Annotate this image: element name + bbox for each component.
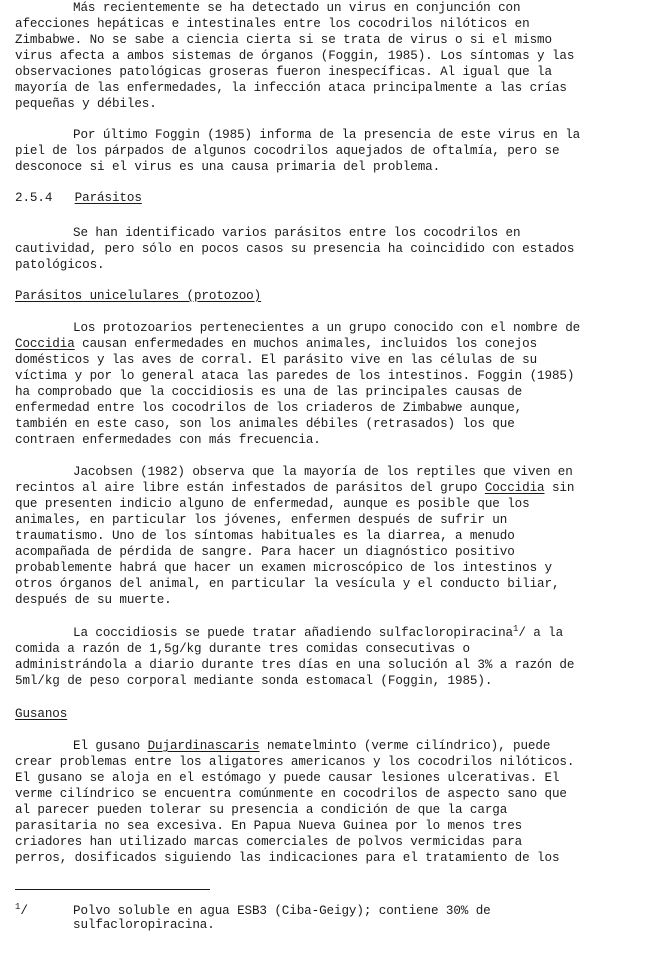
para7-line-2: crear problemas entre los aligatores americanos y los cocodrilos nilóticos. xyxy=(15,755,575,769)
para6-line-3: administrándola a diario durante tres días en una solución al 3% a razón de xyxy=(15,658,575,672)
para4-line-2 xyxy=(15,336,537,352)
para6-line-2: comida a razón de 1,5g/kg durante tres comidas consecutivas o xyxy=(15,642,470,656)
term-dujardinascaris: Dujardinascaris xyxy=(147,739,260,753)
subheading-gusanos: Gusanos xyxy=(15,707,68,721)
footnote-marker-number: 1 xyxy=(15,902,21,912)
para2-line-3: desconoce si el virus es una causa primaria del problema. xyxy=(15,160,441,174)
para4-line-2-rest: causan enfermedades en muchos animales, incluidos los conejos xyxy=(74,337,538,351)
term-coccidia-2: Coccidia xyxy=(484,481,545,495)
para7-line-1-pre: El gusano xyxy=(73,739,148,753)
para6-line-1-pre: La coccidiosis se puede tratar añadiendo sulfacloropiracina xyxy=(73,626,513,640)
para5-line-1: Jacobsen (1982) observa que la mayoría de los reptiles que viven en xyxy=(73,465,573,479)
para7-line-4: verme cilíndrico se encuentra comúnmente en cocodrilos de aspecto sano que xyxy=(15,787,567,801)
term-coccidia: Coccidia xyxy=(15,337,75,351)
para1-line-5: observaciones patológicas groseras fueron inespecíficas. Al igual que la xyxy=(15,65,552,79)
para5-line-9: después de su muerte. xyxy=(15,593,172,607)
footnote-marker-slash: / xyxy=(20,904,28,918)
para4-line-3: domésticos y las aves de corral. El parásito vive en las células de su xyxy=(15,353,538,367)
para5-line-3: que presenten indicio alguno de enfermedad, aunque es posible que los xyxy=(15,497,530,511)
para3-line-3: patológicos. xyxy=(15,258,105,272)
para5-line-6: acompañada de pérdida de sangre. Para hacer un diagnóstico positivo xyxy=(15,545,515,559)
footnote-ref: 1 xyxy=(513,624,519,634)
para1-line-6: mayoría de las enfermedades, la infección ataca principalmente a las crías xyxy=(15,81,567,95)
para2-line-2: piel de los párpados de algunos cocodrilos aquejados de oftalmía, pero se xyxy=(15,144,560,158)
para7-line-6: parasitaria no sea excesiva. En Papua Nueva Guinea por lo menos tres xyxy=(15,819,523,833)
section-number: 2.5.4 xyxy=(15,191,53,205)
para4-line-7: también en este caso, son los animales débiles (retrasados) los que xyxy=(15,417,515,431)
para6-line-1-post: / a la xyxy=(518,626,564,640)
para3-line-2: cautividad, pero sólo en pocos casos su presencia ha coincidido con estados xyxy=(15,242,575,256)
para5-line-4: animales, en particular los jóvenes, enfermen después de sufrir un xyxy=(15,513,508,527)
para7-line-1 xyxy=(73,738,550,754)
para6-line-1 xyxy=(73,625,563,642)
para4-line-1: Los protozoarios pertenecientes a un grupo conocido con el nombre de xyxy=(73,321,581,335)
section-title: Parásitos xyxy=(74,191,142,205)
footnote-line-1: Polvo soluble en agua ESB3 (Ciba-Geigy); contiene 30% de xyxy=(73,904,491,918)
para6-line-4: 5ml/kg de peso corporal mediante sonda estomacal (Foggin, 1985). xyxy=(15,674,493,688)
para4-line-8: contraen enfermedades con más frecuencia. xyxy=(15,433,321,447)
para5-line-2 xyxy=(15,480,574,496)
para5-line-5: traumatismo. Uno de los síntomas habituales es la diarrea, a menudo xyxy=(15,529,515,543)
para7-line-1-post: nematelminto (verme cilíndrico), puede xyxy=(259,739,551,753)
para7-line-8: perros, dosificados siguiendo las indicaciones para el tratamiento de los xyxy=(15,851,560,865)
para5-line-2-pre: recintos al aire libre están infestados de parásitos del grupo xyxy=(15,481,485,495)
para1-line-3: Zimbabwe. No se sabe a ciencia cierta si se trata de virus o si el mismo xyxy=(15,33,552,47)
footnote-line-2: sulfacloropiracina. xyxy=(73,918,215,932)
para1-line-7: pequeñas y débiles. xyxy=(15,97,157,111)
para1-line-2: afecciones hepáticas e intestinales entre los cocodrilos nilóticos en xyxy=(15,17,530,31)
subheading-protozoo: Parásitos unicelulares (protozoo) xyxy=(15,289,262,303)
para4-line-5: ha comprobado que la coccidiosis es una de las principales causas de xyxy=(15,385,523,399)
para2-line-1: Por último Foggin (1985) informa de la presencia de este virus en la xyxy=(73,128,581,142)
para5-line-8: otros órganos del animal, en particular la vesícula y el conducto biliar, xyxy=(15,577,560,591)
para1-line-4: virus afecta a ambos sistemas de órganos (Foggin, 1985). Los síntomas y las xyxy=(15,49,575,63)
para7-line-3: El gusano se aloja en el estómago y puede causar lesiones ulcerativas. El xyxy=(15,771,560,785)
footnote-divider xyxy=(15,889,210,890)
para7-line-5: al parecer pueden tolerar su presencia a condición de que la carga xyxy=(15,803,508,817)
para4-line-4: víctima y por lo general ataca las paredes de los intestinos. Foggin (1985) xyxy=(15,369,575,383)
para4-line-6: enfermedad entre los cocodrilos de los criaderos de Zimbabwe aunque, xyxy=(15,401,523,415)
para5-line-2-post: sin xyxy=(544,481,575,495)
section-heading xyxy=(15,190,142,206)
para7-line-7: criadores han utilizado marcas comerciales de polvos vermicidas para xyxy=(15,835,523,849)
para1-line-1: Más recientemente se ha detectado un virus en conjunción con xyxy=(73,1,521,15)
para3-line-1: Se han identificado varios parásitos entre los cocodrilos en xyxy=(73,226,521,240)
para5-line-7: probablemente habrá que hacer un examen microscópico de los intestinos y xyxy=(15,561,552,575)
footnote-marker xyxy=(15,903,28,920)
